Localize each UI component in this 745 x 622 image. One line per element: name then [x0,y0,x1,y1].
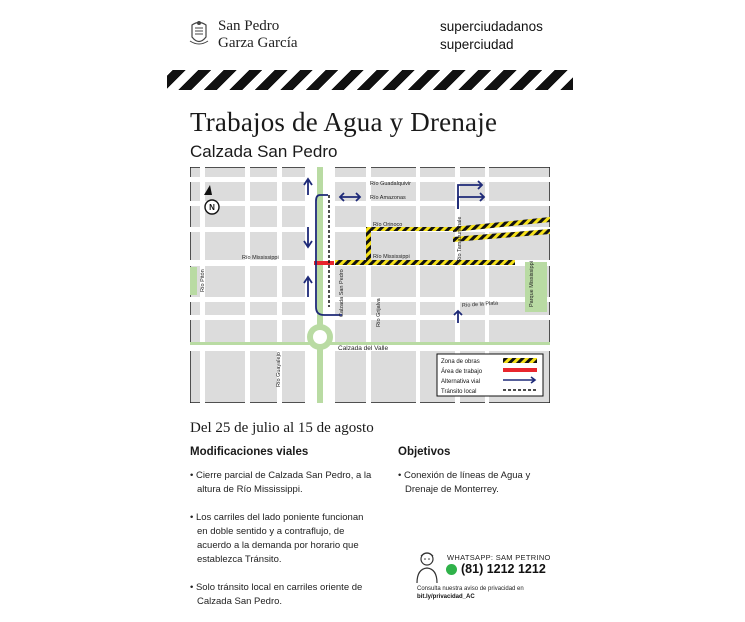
tagline-line2: superciudad [440,37,514,52]
hazard-stripe-band [167,70,573,90]
lbl-amazonas: Río Amazonas [370,195,406,201]
list-item: • Los carriles del lado poniente funcionan [190,512,364,523]
objetivos-heading: Objetivos [398,446,451,458]
city-seal-icon [188,19,210,47]
list-item: • Conexión de líneas de Agua y [398,470,531,481]
legend-area: Área de trabajo [441,369,483,375]
list-item: Drenaje de Monterrey. [405,484,499,495]
page-subtitle: Calzada San Pedro [190,142,338,161]
brand-name-line2: Garza García [218,35,298,51]
brand-name-line1: San Pedro [218,18,280,34]
lbl-parque: Parque Mississippi [529,261,535,307]
list-item: establezca Tránsito. [197,554,282,565]
lbl-guadalquivir: Río Guadalquivir [370,181,411,187]
list-item: • Solo tránsito local en carriles oriente de [190,582,363,593]
area-de-trabajo [314,261,334,265]
tagline-line1: superciudadanos [440,19,543,34]
legend-transito: Tránsito local [441,389,477,395]
lbl-mississippi-e: Río Mississippi [373,254,410,260]
date-range: Del 25 de julio al 15 de agosto [190,420,374,436]
list-item: en doble sentido y a contraflujo, de [197,526,345,537]
lbl-tamazunchale: Río Tamazunchale [457,216,463,262]
modificaciones-list [190,469,390,609]
phone-number: (81) 1212 1212 [461,562,546,576]
map-panel [190,167,550,403]
privacy-link[interactable]: bit.ly/privacidad_AC [417,594,475,600]
page-title: Trabajos de Agua y Drenaje [190,107,498,137]
lbl-mississippi-w: Río Mississippi [242,255,279,261]
whatsapp-icon [446,564,457,575]
lbl-orinoco: Río Orinoco [373,222,403,228]
lbl-calzada-valle: Calzada del Valle [338,345,389,352]
legend-zona: Zona de obras [441,359,480,365]
objetivos-list [398,469,558,497]
compass-label: N [209,203,215,212]
list-item: • Cierre parcial de Calzada San Pedro, a la [190,470,372,481]
map-legend [437,354,543,396]
privacy-text: Consulta nuestra aviso de privacidad en [417,586,524,592]
lbl-calzada-sp: Calzada San Pedro [339,269,345,317]
lbl-guayalejo: Río Guayalejo [276,352,282,387]
legend-zona-swatch [503,358,537,363]
lbl-grijalva: Río Grijalva [376,298,382,327]
whatsapp-label: WHATSAPP: SAM PETRINO [447,553,551,562]
calzada-median [317,167,323,403]
lbl-piton: Río Pitón [200,269,206,292]
obras-grijalva [366,227,371,265]
modificaciones-heading: Modificaciones viales [190,446,309,458]
list-item: acuerdo a la demanda por horario que [197,540,359,551]
list-item: Calzada San Pedro. [197,596,283,607]
lbl-la-plata: Río de la Plata [461,300,499,309]
obras-mississippi [335,260,515,265]
legend-alternativa: Alternativa vial [441,379,481,385]
list-item: altura de Río Mississippi. [197,484,303,495]
mascot-icon [414,550,440,584]
legend-area-swatch [503,368,537,372]
